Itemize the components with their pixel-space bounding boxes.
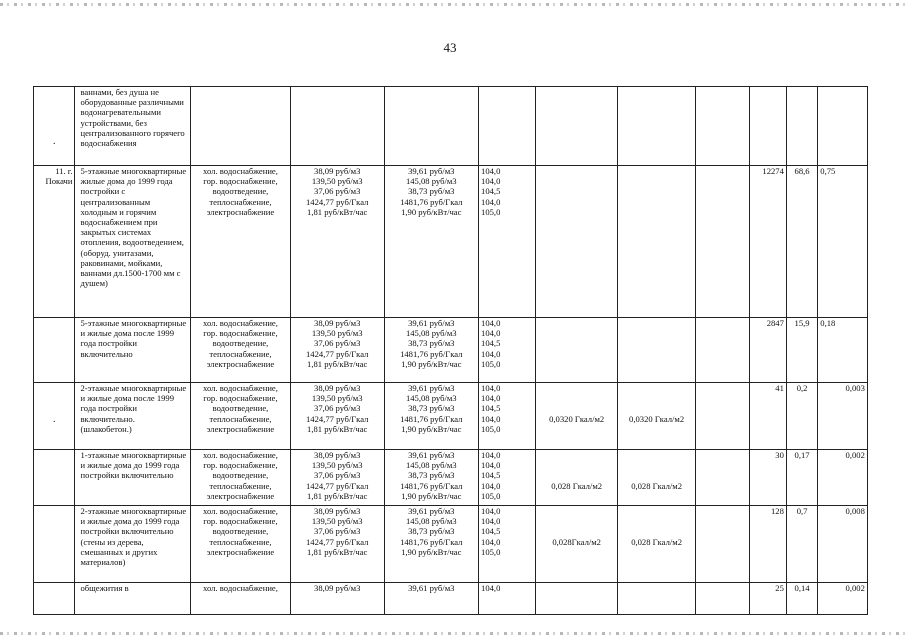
housing-description: 2-этажные многоквартирные и жилые дома после 1999 года постройки включительно. (шлакобетон.) [80, 383, 187, 434]
col11-cell [786, 166, 817, 318]
line-item: 105,0 [481, 490, 501, 501]
line-item: 105,0 [481, 546, 501, 557]
tariff-new-cell [384, 583, 479, 615]
value-col12: 0,18 [820, 318, 836, 328]
locality-cell [34, 383, 75, 450]
heat-norm-1: 0,028 Гкал/м2 [551, 481, 603, 491]
line-item: водоотведение, [212, 526, 269, 537]
value-col11: 0,7 [796, 506, 808, 516]
line-item: хол. водоснабжение, [203, 506, 278, 516]
table-row [34, 166, 905, 318]
line-item: электроснабжение [206, 490, 275, 501]
line-item: 145,08 руб/м3 [405, 393, 457, 404]
tariff-new-cell [384, 87, 479, 166]
index-cell [479, 166, 536, 318]
index-cell [479, 318, 536, 383]
norm2-cell [618, 166, 696, 318]
line-item: хол. водоснабжение, [203, 450, 278, 460]
line-item: 1,90 руб/кВт/час [401, 358, 462, 369]
empty-cell [696, 506, 750, 583]
line-item: 104,5 [481, 403, 501, 414]
line-item: 39,61 руб/м3 [408, 166, 455, 176]
index-cell [479, 583, 536, 615]
description-cell [75, 318, 191, 383]
line-item: 145,08 руб/м3 [405, 328, 457, 339]
line-item: 38,73 руб/м3 [408, 338, 455, 349]
description-cell [75, 450, 191, 506]
line-item: 39,61 руб/м3 [408, 383, 455, 393]
area-cell [750, 450, 786, 506]
value-col12: 0,008 [845, 506, 865, 516]
value-col11: 68,6 [794, 166, 810, 176]
row-number: 11. г. [55, 166, 73, 176]
housing-description: 5-этажные многоквартирные и жилые дома после 1999 года постройки включительно [80, 318, 187, 359]
line-item: электроснабжение [206, 423, 275, 434]
line-item: 1424,77 руб/Гкал [306, 348, 369, 359]
line-item: 1424,77 руб/Гкал [306, 480, 369, 491]
table-row [34, 583, 905, 615]
line-item: 104,0 [481, 460, 501, 471]
table-row [34, 383, 905, 450]
line-item: хол. водоснабжение, [203, 383, 278, 393]
area-value: 12274 [762, 166, 784, 176]
area-value: 25 [775, 583, 784, 593]
line-item: 104,0 [481, 413, 501, 424]
line-item: 1424,77 руб/Гкал [306, 536, 369, 547]
housing-description: 5-этажные многоквартирные жилые дома до 1999 года постройки с централизованным холодным и горячим водоснабжением при закрытых системах отопления, водоотведением, (оборуд. унитазами, раковинами, мойками, ваннами дл.1500-1700 мм с душем) [80, 166, 187, 289]
empty-cell [696, 318, 750, 383]
col12-cell [818, 583, 868, 615]
norm2-cell [618, 583, 696, 615]
area-value: 128 [771, 506, 784, 516]
services-cell [191, 87, 291, 166]
area-value: 30 [775, 450, 784, 460]
area-value: 2847 [766, 318, 784, 328]
line-item: 105,0 [481, 358, 501, 369]
norm1-cell [536, 450, 618, 506]
margin-dot: . [52, 414, 56, 425]
area-cell [750, 87, 786, 166]
line-item: хол. водоснабжение, [203, 583, 278, 593]
line-item: 105,0 [481, 423, 501, 434]
area-cell [750, 583, 786, 615]
index-cell [479, 450, 536, 506]
line-item: 38,09 руб/м3 [314, 166, 361, 176]
table-row [34, 506, 905, 583]
line-item: 145,08 руб/м3 [405, 176, 457, 187]
line-item: 38,73 руб/м3 [408, 526, 455, 537]
line-item: 104,0 [481, 318, 501, 328]
line-item: 38,73 руб/м3 [408, 186, 455, 197]
tariff-old-cell [290, 450, 384, 506]
line-item: 1,81 руб/кВт/час [307, 423, 368, 434]
line-item: 104,0 [481, 450, 501, 460]
tariff-old-cell [290, 383, 384, 450]
line-item: 37,06 руб/м3 [314, 403, 361, 414]
value-col12: 0,003 [845, 383, 865, 393]
area-value: 41 [775, 383, 784, 393]
locality-cell [34, 318, 75, 383]
table-row [34, 318, 905, 383]
norm1-cell [536, 87, 618, 166]
tariff-new-cell [384, 166, 479, 318]
value-col11: 15,9 [794, 318, 810, 328]
value-col12: 0,75 [820, 166, 836, 176]
description-cell [75, 506, 191, 583]
line-item: 38,09 руб/м3 [314, 383, 361, 393]
empty-cell [696, 583, 750, 615]
value-col11: 0,14 [794, 583, 810, 593]
col11-cell [786, 87, 817, 166]
locality-cell [34, 87, 75, 166]
norm2-cell [618, 506, 696, 583]
line-item: 104,0 [481, 393, 501, 404]
line-item: водоотведение, [212, 470, 269, 481]
line-item: 1,81 руб/кВт/час [307, 358, 368, 369]
line-item: электроснабжение [206, 358, 275, 369]
col11-cell [786, 318, 817, 383]
value-col12: 0,002 [845, 450, 865, 460]
norm2-cell [618, 383, 696, 450]
norm2-cell [618, 318, 696, 383]
scan-artifact-top [0, 3, 905, 6]
line-item: 1,90 руб/кВт/час [401, 546, 462, 557]
housing-description: ваннами, без душа не оборудованные различными водонагревательными устройствами, без централизованного горячего водоснабжения [80, 87, 185, 149]
line-item: 39,61 руб/м3 [408, 506, 455, 516]
line-item: гор. водоснабжение, [203, 460, 278, 471]
tariff-old-cell [290, 87, 384, 166]
col12-cell [818, 450, 868, 506]
heat-norm-2: 0,028 Гкал/м2 [631, 537, 682, 547]
line-item: 37,06 руб/м3 [314, 526, 361, 537]
line-item: 1,90 руб/кВт/час [401, 423, 462, 434]
norm1-cell [536, 318, 618, 383]
tariff-old-cell [290, 506, 384, 583]
line-item: 37,06 руб/м3 [314, 338, 361, 349]
value-col11: 0,17 [794, 450, 810, 460]
value-col11: 0,2 [796, 383, 808, 393]
line-item: электроснабжение [206, 546, 275, 557]
line-item: 145,08 руб/м3 [405, 460, 457, 471]
line-item: 104,0 [481, 536, 501, 547]
line-item: 139,50 руб/м3 [311, 516, 363, 527]
col11-cell [786, 450, 817, 506]
description-cell [75, 87, 191, 166]
services-cell [191, 166, 291, 318]
line-item: 38,73 руб/м3 [408, 470, 455, 481]
tariff-table [33, 86, 905, 615]
margin-dot: . [52, 136, 56, 147]
line-item: 104,5 [481, 186, 501, 197]
line-item: 1481,76 руб/Гкал [400, 536, 463, 547]
city-name: Покачи [45, 176, 73, 187]
line-item: 104,0 [481, 348, 501, 359]
line-item: 1,90 руб/кВт/час [401, 490, 462, 501]
col12-cell [818, 318, 868, 383]
line-item: водоотведение, [212, 338, 269, 349]
norm2-cell [618, 450, 696, 506]
line-item: 139,50 руб/м3 [311, 460, 363, 471]
services-cell [191, 450, 291, 506]
line-item: 145,08 руб/м3 [405, 516, 457, 527]
line-item: 105,0 [481, 206, 501, 217]
line-item: 104,0 [481, 196, 501, 207]
line-item: гор. водоснабжение, [203, 328, 278, 339]
area-cell [750, 506, 786, 583]
line-item: 104,5 [481, 526, 501, 537]
line-item: 104,0 [481, 480, 501, 491]
line-item: 1481,76 руб/Гкал [400, 413, 463, 424]
line-item: 104,0 [481, 583, 501, 593]
col12-cell [818, 87, 868, 166]
line-item: 104,5 [481, 470, 501, 481]
services-cell [191, 583, 291, 615]
line-item: теплоснабжение, [209, 480, 272, 491]
heat-norm-1: 0,0320 Гкал/м2 [549, 414, 605, 424]
line-item: 38,09 руб/м3 [314, 318, 361, 328]
line-item: 1,81 руб/кВт/час [307, 546, 368, 557]
line-item: 104,0 [481, 506, 501, 516]
line-item: 39,61 руб/м3 [408, 450, 455, 460]
norm1-cell [536, 383, 618, 450]
line-item: теплоснабжение, [209, 348, 272, 359]
locality-cell [34, 506, 75, 583]
description-cell [75, 583, 191, 615]
index-cell [479, 383, 536, 450]
services-cell [191, 383, 291, 450]
line-item: 38,09 руб/м3 [314, 450, 361, 460]
line-item: гор. водоснабжение, [203, 176, 278, 187]
line-item: хол. водоснабжение, [203, 166, 278, 176]
norm1-cell [536, 166, 618, 318]
description-cell [75, 383, 191, 450]
line-item: 139,50 руб/м3 [311, 393, 363, 404]
services-cell [191, 318, 291, 383]
line-item: 104,0 [481, 516, 501, 527]
line-item: гор. водоснабжение, [203, 516, 278, 527]
tariff-new-cell [384, 383, 479, 450]
line-item: 39,61 руб/м3 [408, 583, 455, 593]
locality-cell [34, 450, 75, 506]
line-item: 104,0 [481, 328, 501, 339]
norm2-cell [618, 87, 696, 166]
line-item: 1424,77 руб/Гкал [306, 196, 369, 207]
col11-cell [786, 383, 817, 450]
line-item: хол. водоснабжение, [203, 318, 278, 328]
value-col12: 0,002 [845, 583, 865, 593]
line-item: водоотведение, [212, 403, 269, 414]
empty-cell [696, 87, 750, 166]
line-item: 139,50 руб/м3 [311, 176, 363, 187]
line-item: теплоснабжение, [209, 413, 272, 424]
col12-cell [818, 166, 868, 318]
line-item: 38,09 руб/м3 [314, 583, 361, 593]
col11-cell [786, 583, 817, 615]
housing-description: 2-этажные многоквартирные и жилые дома до 1999 года постройки включительно (стены из дерева, смешанных и других материалов) [80, 506, 187, 568]
index-cell [479, 87, 536, 166]
empty-cell [696, 166, 750, 318]
line-item: 39,61 руб/м3 [408, 318, 455, 328]
line-item: электроснабжение [206, 206, 275, 217]
locality-cell [34, 583, 75, 615]
line-item: теплоснабжение, [209, 536, 272, 547]
page-number: 43 [443, 40, 457, 55]
line-item: водоотведение, [212, 186, 269, 197]
line-item: 38,73 руб/м3 [408, 403, 455, 414]
tariff-new-cell [384, 450, 479, 506]
line-item: 104,0 [481, 166, 501, 176]
line-item: 104,5 [481, 338, 501, 349]
heat-norm-2: 0,0320 Гкал/м2 [629, 414, 685, 424]
line-item: 1481,76 руб/Гкал [400, 480, 463, 491]
tariff-old-cell [290, 583, 384, 615]
norm1-cell [536, 506, 618, 583]
line-item: 104,0 [481, 383, 501, 393]
index-cell [479, 506, 536, 583]
locality-cell [34, 166, 75, 318]
housing-description: общежития в [80, 583, 129, 593]
services-cell [191, 506, 291, 583]
line-item: 37,06 руб/м3 [314, 186, 361, 197]
empty-cell [696, 383, 750, 450]
tariff-old-cell [290, 318, 384, 383]
table-row [34, 450, 905, 506]
line-item: 37,06 руб/м3 [314, 470, 361, 481]
line-item: 1481,76 руб/Гкал [400, 348, 463, 359]
col12-cell [818, 383, 868, 450]
tariff-new-cell [384, 506, 479, 583]
line-item: гор. водоснабжение, [203, 393, 278, 404]
norm1-cell [536, 583, 618, 615]
heat-norm-1: 0,028Гкал/м2 [552, 537, 601, 547]
line-item: 1,81 руб/кВт/час [307, 206, 368, 217]
area-cell [750, 166, 786, 318]
table-row [34, 87, 905, 166]
housing-description: 1-этажные многоквартирные и жилые дома до 1999 года постройки включительно [80, 450, 187, 481]
col12-cell [818, 506, 868, 583]
tariff-new-cell [384, 318, 479, 383]
area-cell [750, 383, 786, 450]
description-cell [75, 166, 191, 318]
col11-cell [786, 506, 817, 583]
tariff-old-cell [290, 166, 384, 318]
line-item: 1481,76 руб/Гкал [400, 196, 463, 207]
line-item: 139,50 руб/м3 [311, 328, 363, 339]
line-item: теплоснабжение, [209, 196, 272, 207]
scan-artifact-bottom [0, 632, 905, 635]
empty-cell [696, 450, 750, 506]
area-cell [750, 318, 786, 383]
line-item: 1424,77 руб/Гкал [306, 413, 369, 424]
line-item: 104,0 [481, 176, 501, 187]
heat-norm-2: 0,028 Гкал/м2 [631, 481, 682, 491]
line-item: 38,09 руб/м3 [314, 506, 361, 516]
line-item: 1,81 руб/кВт/час [307, 490, 368, 501]
line-item: 1,90 руб/кВт/час [401, 206, 462, 217]
